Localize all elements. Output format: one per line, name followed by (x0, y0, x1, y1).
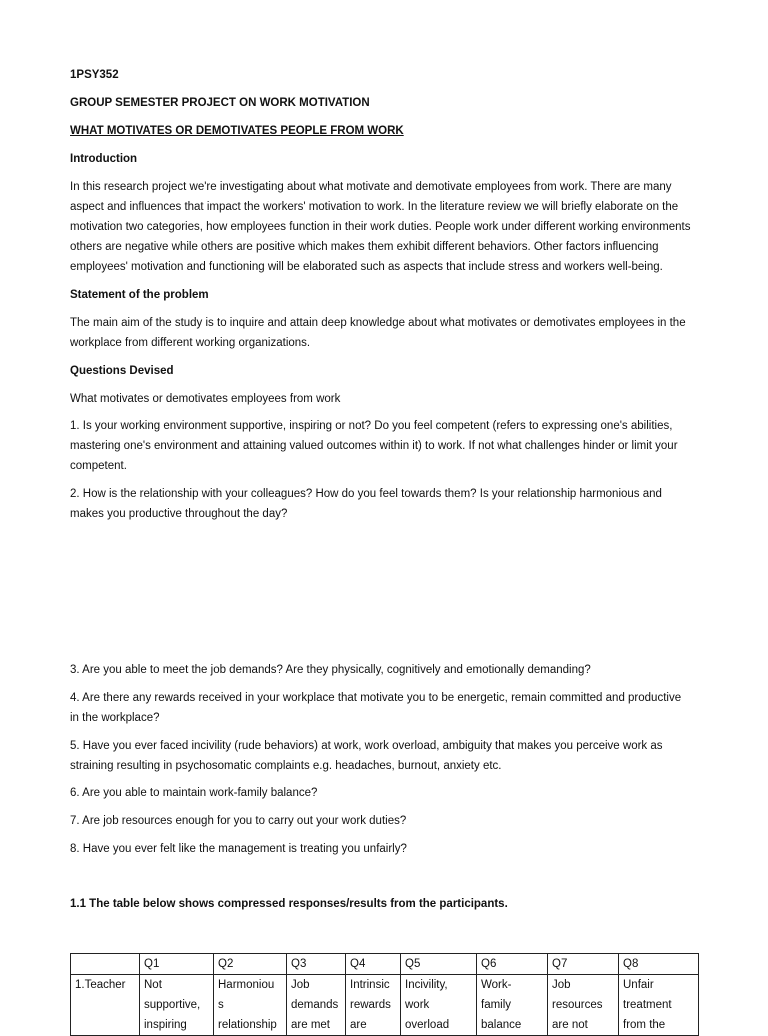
paragraph-line: 5. Have you ever faced incivility (rude behaviors) at work, work overload, ambiguity that makes you perceive work as (70, 740, 663, 752)
paragraph-line: 4. Are there any rewards received in your workplace that motivate you to be energetic, remain committed and productive (70, 692, 682, 704)
table-header-cell: Q4 (346, 954, 401, 975)
table-cell: Work- family balance (477, 975, 548, 1036)
paragraph-line: The main aim of the study is to inquire and attain deep knowledge about what motivates or demotivates employees in the (70, 317, 686, 329)
paragraph-line: employees' motivation and functioning will be elaborated such as aspects that include stress and workers well-being. (70, 261, 663, 273)
question-3 (70, 660, 698, 680)
course-code: 1PSY352 (70, 69, 119, 81)
problem-heading: Statement of the problem (70, 289, 209, 301)
table-header-cell: Q7 (548, 954, 619, 975)
project-title: GROUP SEMESTER PROJECT ON WORK MOTIVATION (70, 97, 370, 109)
paragraph-line: 1. Is your working environment supportive, inspiring or not? Do you feel competent (refers to expressing one's abilities, (70, 420, 673, 432)
table-cell: Unfair treatment from the (619, 975, 699, 1036)
paragraph-line: mastering one's environment and attaining valued outcomes within it) to work. If not what challenges hinder or limit your (70, 440, 678, 452)
question-1 (70, 416, 698, 476)
table-header-cell (71, 954, 140, 975)
table-header-cell: Q3 (287, 954, 346, 975)
table-header-cell: Q1 (140, 954, 214, 975)
questions-heading: Questions Devised (70, 365, 174, 377)
table-cell: Incivility, work overload (401, 975, 477, 1036)
paragraph-line: 6. Are you able to maintain work-family balance? (70, 787, 318, 799)
table-cell: Intrinsic rewards are (346, 975, 401, 1036)
table-header-row (71, 954, 699, 975)
table-row (71, 975, 699, 1036)
paragraph-line: 7. Are job resources enough for you to carry out your work duties? (70, 815, 407, 827)
paragraph-line: makes you productive throughout the day? (70, 508, 288, 520)
table-cell: Job demands are met (287, 975, 346, 1036)
table-header-cell: Q5 (401, 954, 477, 975)
table-cell: Harmoniou s relationship (214, 975, 287, 1036)
problem-paragraph (70, 313, 698, 353)
table-cell: Job resources are not (548, 975, 619, 1036)
paragraph-line: In this research project we're investigating about what motivate and demotivate employees from work. There are many (70, 181, 672, 193)
paragraph-line: in the workplace? (70, 712, 160, 724)
question-4 (70, 688, 698, 728)
table-header-cell: Q8 (619, 954, 699, 975)
paragraph-line: straining resulting in psychosomatic complaints e.g. headaches, burnout, anxiety etc. (70, 760, 502, 772)
table-cell: Not supportive, inspiring (140, 975, 214, 1036)
question-2 (70, 484, 698, 524)
table-header-cell: Q6 (477, 954, 548, 975)
question-8 (70, 839, 698, 859)
paragraph-line: 8. Have you ever felt like the management is treating you unfairly? (70, 843, 407, 855)
paragraph-line: workplace from different working organizations. (70, 337, 311, 349)
paragraph-line: 2. How is the relationship with your colleagues? How do you feel towards them? Is your relationship harmonious and (70, 488, 662, 500)
paragraph-line: aspect and influences that impact the workers' motivation to work. In the literature review we will briefly elaborate on the (70, 201, 679, 213)
introduction-paragraph (70, 177, 698, 277)
question-6 (70, 783, 698, 803)
paragraph-line: competent. (70, 460, 127, 472)
paragraph-line: 3. Are you able to meet the job demands? Are they physically, cognitively and emotionally demanding? (70, 664, 591, 676)
table-caption: 1.1 The table below shows compressed responses/results from the participants. (70, 898, 508, 910)
introduction-heading: Introduction (70, 153, 138, 165)
paragraph-line: others are negative while others are positive which makes them exhibit different behaviors. Other factors influencing (70, 241, 659, 253)
questions-subtitle: What motivates or demotivates employees from work (70, 393, 341, 405)
table-cell: 1.Teacher (71, 975, 140, 1036)
question-7 (70, 811, 698, 831)
table-header-cell: Q2 (214, 954, 287, 975)
question-5 (70, 736, 698, 776)
paragraph-line: motivation two categories, how employees function in their work duties. People work under different working environments (70, 221, 691, 233)
topic-heading: WHAT MOTIVATES OR DEMOTIVATES PEOPLE FROM WORK (70, 125, 404, 137)
